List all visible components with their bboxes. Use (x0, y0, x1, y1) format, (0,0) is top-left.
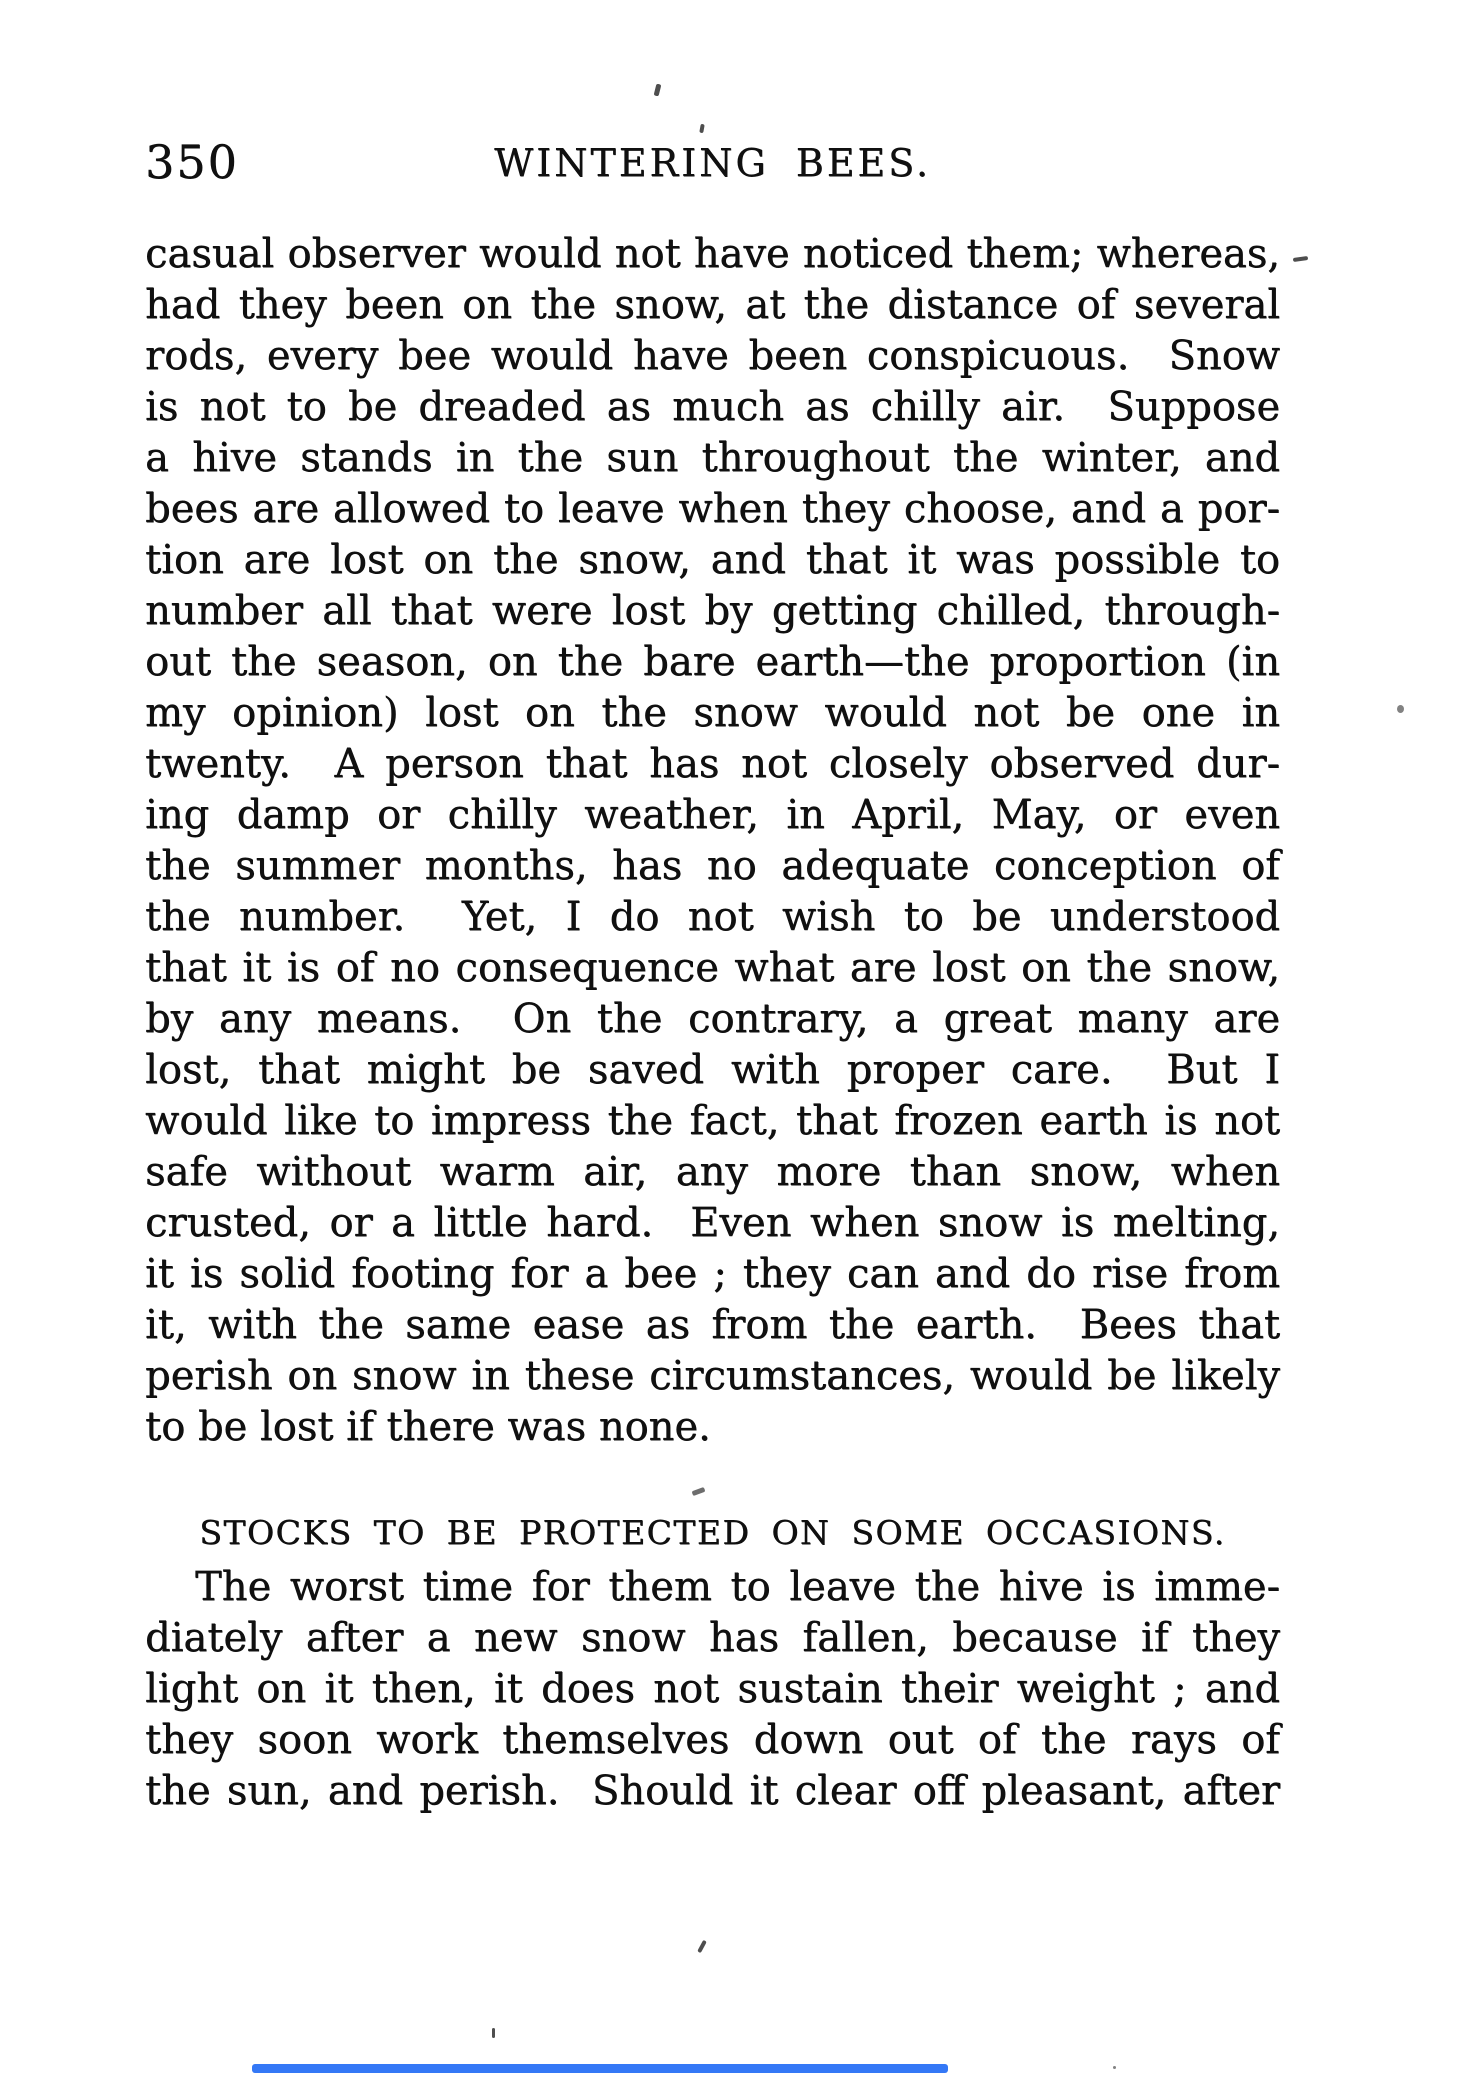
body-paragraph-2 (145, 1562, 1280, 1817)
text-line: out the season, on the bare earth—the proportion (in (145, 639, 1280, 685)
text-line: would like to impress the fact, that frozen earth is not (145, 1098, 1280, 1144)
text-line: rods, every bee would have been conspicuous. Snow (145, 333, 1280, 379)
text-line: tion are lost on the snow, and that it was possible to (145, 537, 1280, 583)
text-line: light on it then, it does not sustain their weight ; and (145, 1666, 1280, 1712)
ink-speck (1113, 2066, 1116, 2069)
page-number: 350 (145, 135, 239, 189)
text-line: to be lost if there was none. (145, 1404, 711, 1450)
section-heading: STOCKS TO BE PROTECTED ON SOME OCCASIONS. (199, 1513, 1226, 1552)
ink-speck (492, 2028, 495, 2038)
text-line: number all that were lost by getting chilled, through- (145, 588, 1280, 634)
text-line: casual observer would not have noticed them; whereas, (145, 231, 1280, 277)
ink-speck (1293, 256, 1308, 262)
text-line: crusted, or a little hard. Even when snow is melting, (145, 1200, 1280, 1246)
text-line: it, with the same ease as from the earth. Bees that (145, 1302, 1280, 1348)
running-title: WINTERING BEES. (494, 141, 931, 185)
text-line: ing damp or chilly weather, in April, May, or even (145, 792, 1280, 838)
text-line: bees are allowed to leave when they choose, and a por- (145, 486, 1280, 532)
ink-speck (699, 124, 705, 134)
text-line: lost, that might be saved with proper care. But I (145, 1047, 1280, 1093)
text-line: had they been on the snow, at the distance of several (145, 282, 1280, 328)
ink-speck (692, 1487, 706, 1496)
text-line: a hive stands in the sun throughout the winter, and (145, 435, 1280, 481)
text-line: diately after a new snow has fallen, because if they (145, 1615, 1280, 1661)
text-line: perish on snow in these circumstances, would be likely (145, 1353, 1280, 1399)
text-line: twenty. A person that has not closely observed dur- (145, 741, 1280, 787)
ink-speck (1397, 705, 1404, 713)
ink-speck (697, 1940, 707, 1953)
text-line: is not to be dreaded as much as chilly air. Suppose (145, 384, 1280, 430)
text-line: The worst time for them to leave the hive is imme- (195, 1564, 1280, 1610)
page-header (145, 137, 1280, 189)
text-line: it is solid footing for a bee ; they can and do rise from (145, 1251, 1280, 1297)
text-line: that it is of no consequence what are lost on the snow, (145, 945, 1280, 991)
text-line: they soon work themselves down out of the rays of (145, 1717, 1280, 1763)
text-line: the sun, and perish. Should it clear off pleasant, after (145, 1768, 1280, 1814)
ink-speck (654, 84, 662, 97)
text-line: the number. Yet, I do not wish to be understood (145, 894, 1280, 940)
reading-progress-bar[interactable] (252, 2064, 948, 2073)
text-line: my opinion) lost on the snow would not be one in (145, 690, 1280, 736)
text-line: safe without warm air, any more than snow, when (145, 1149, 1280, 1195)
text-line: the summer months, has no adequate conception of (145, 843, 1280, 889)
text-line: by any means. On the contrary, a great many are (145, 996, 1280, 1042)
body-paragraph-1 (145, 229, 1280, 1453)
